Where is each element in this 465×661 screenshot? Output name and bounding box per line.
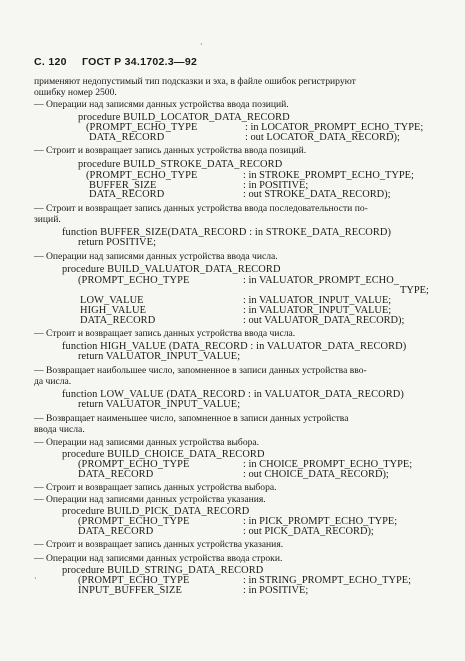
comment-line: — Строит и возвращает запись данных устройства указания. (34, 539, 284, 550)
parameter-type: : in STROKE_PROMPT_ECHO_TYPE; (243, 170, 414, 181)
parameter-type: : out CHOICE_DATA_RECORD); (243, 469, 389, 480)
procedure-declaration: procedure BUILD_VALUATOR_DATA_RECORD (62, 264, 281, 275)
comment-line: — Операции над записями данных устройства указания. (34, 494, 266, 505)
parameter-name: (PROMPT_ECHO_TYPE (86, 170, 198, 181)
comment-line: — Строит и возвращает запись данных устройства выбора. (34, 482, 277, 493)
comment-line: — Строит и возвращает запись данных устройства ввода последовательности по- (34, 203, 368, 214)
margin-mark: · (200, 40, 203, 49)
parameter-name: HIGH_VALUE (80, 305, 147, 316)
parameter-type: : in PICK_PROMPT_ECHO_TYPE; (243, 516, 398, 527)
parameter-name: LOW_VALUE (80, 295, 144, 306)
comment-line: зиций. (34, 214, 61, 225)
body-text: ошибку номер 2500. (34, 87, 117, 98)
parameter-type: : in CHOICE_PROMPT_ECHO_TYPE; (243, 459, 413, 470)
parameter-type: : in POSITIVE; (243, 585, 309, 596)
parameter-type: : in POSITIVE; (243, 180, 309, 191)
comment-line: да числа. (34, 376, 72, 387)
parameter-name: DATA_RECORD (80, 315, 156, 326)
parameter-type: : in VALUATOR_INPUT_VALUE; (243, 295, 392, 306)
procedure-declaration: procedure BUILD_STROKE_DATA_RECORD (78, 159, 283, 170)
parameter-name: (PROMPT_ECHO_TYPE (78, 459, 190, 470)
margin-mark: · (34, 574, 37, 583)
comment-line: — Операции над записями данных устройства ввода строки. (34, 553, 283, 564)
parameter-name: (PROMPT_ECHO_TYPE (78, 516, 190, 527)
return-clause: return POSITIVE; (78, 237, 157, 248)
standard-designation: ГОСТ Р 34.1702.3—92 (81, 56, 198, 68)
body-text: применяют недопустимый тип подсказки и эха, в файле ошибок регистрируют (34, 76, 356, 87)
comment-line: — Операции над записями данных устройства выбора. (34, 437, 260, 448)
parameter-type: : in VALUATOR_PROMPT_ECHO_ (243, 275, 399, 286)
procedure-declaration: procedure BUILD_STRING_DATA_RECORD (62, 565, 264, 576)
parameter-type: : out LOCATOR_DATA_RECORD); (245, 132, 400, 143)
procedure-declaration: procedure BUILD_LOCATOR_DATA_RECORD (78, 112, 290, 123)
return-clause: return VALUATOR_INPUT_VALUE; (78, 399, 241, 410)
comment-line: — Строит и возвращает запись данных устройства ввода числа. (34, 328, 296, 339)
page-number: С. 120 (34, 56, 67, 68)
parameter-type: TYPE; (400, 285, 429, 296)
parameter-name: (PROMPT_ECHO_TYPE (86, 122, 198, 133)
procedure-declaration: procedure BUILD_CHOICE_DATA_RECORD (62, 449, 265, 460)
parameter-type: : out PICK_DATA_RECORD); (243, 526, 374, 537)
parameter-name: INPUT_BUFFER_SIZE (78, 585, 182, 596)
parameter-name: DATA_RECORD (78, 526, 154, 537)
page-header (34, 56, 209, 68)
comment-line: — Возвращает наибольшее число, запомненное в записи данных устройства вво- (34, 365, 367, 376)
parameter-type: : in VALUATOR_INPUT_VALUE; (243, 305, 392, 316)
comment-line: — Операции над записями данных устройства ввода позиций. (34, 99, 289, 110)
parameter-type: : out STROKE_DATA_RECORD); (243, 189, 391, 200)
comment-line: — Операции над записями данных устройства ввода числа. (34, 251, 278, 262)
comment-line: — Возвращает наименьшее число, запомненное в записи данных устройства (34, 413, 349, 424)
parameter-name: DATA_RECORD (89, 189, 165, 200)
parameter-type: : in STRING_PROMPT_ECHO_TYPE; (243, 575, 412, 586)
comment-line: ввода числа. (34, 424, 85, 435)
procedure-declaration: procedure BUILD_PICK_DATA_RECORD (62, 506, 250, 517)
parameter-name: (PROMPT_ECHO_TYPE (78, 575, 190, 586)
function-declaration: function HIGH_VALUE (DATA_RECORD : in VALUATOR_DATA_RECORD) (62, 341, 407, 352)
parameter-type: : out VALUATOR_DATA_RECORD); (243, 315, 405, 326)
function-declaration: function LOW_VALUE (DATA_RECORD : in VALUATOR_DATA_RECORD) (62, 389, 404, 400)
parameter-name: (PROMPT_ECHO_TYPE (78, 275, 190, 286)
parameter-name: BUFFER_SIZE (89, 180, 157, 191)
return-clause: return VALUATOR_INPUT_VALUE; (78, 351, 241, 362)
function-declaration: function BUFFER_SIZE(DATA_RECORD : in STROKE_DATA_RECORD) (62, 227, 392, 238)
parameter-type: : in LOCATOR_PROMPT_ECHO_TYPE; (245, 122, 424, 133)
parameter-name: DATA_RECORD (89, 132, 165, 143)
comment-line: — Строит и возвращает запись данных устройства ввода позиций. (34, 145, 307, 156)
parameter-name: DATA_RECORD (78, 469, 154, 480)
